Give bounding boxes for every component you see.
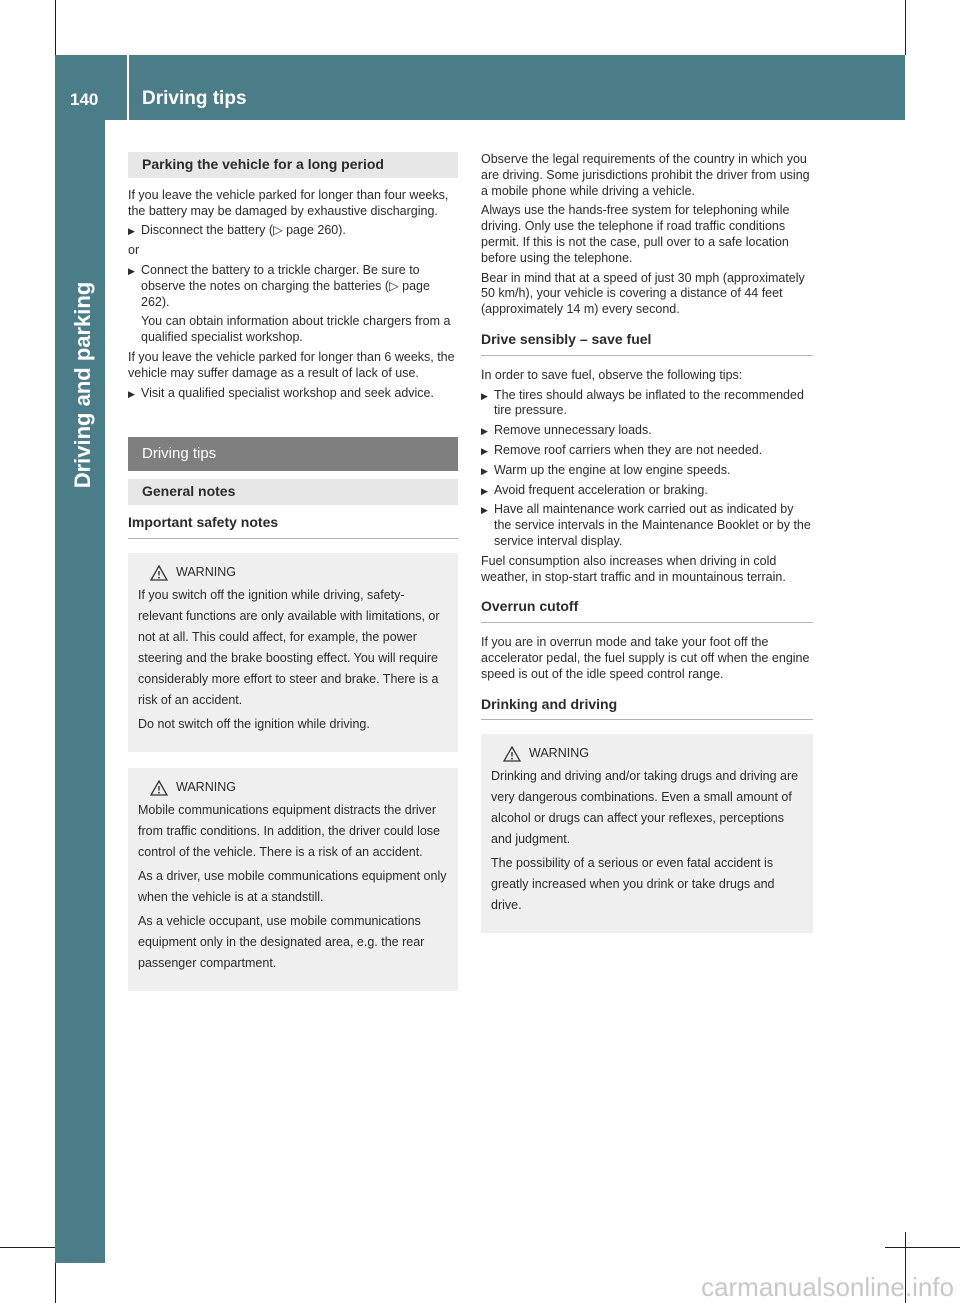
warning-triangle-icon — [150, 565, 168, 581]
paragraph: Bear in mind that at a speed of just 30 mph (approximately 50 km/h), your vehicle is covering a distance of 44 feet (approximately 14 m) every second. — [481, 270, 805, 317]
paragraph: Fuel consumption also increases when driving in cold weather, in stop-start traffic and in mountainous terrain. — [481, 553, 786, 584]
warning-box — [128, 768, 458, 991]
paragraph: or — [128, 243, 140, 258]
warning-title: WARNING — [491, 746, 803, 762]
warning-text: Mobile communications equipment distracts the driver from traffic conditions. In addition, the driver could lose control of the vehicle. There is a risk of an accident. — [138, 802, 441, 859]
paragraph: In order to save fuel, observe the following tips: — [481, 367, 743, 382]
paragraph: Observe the legal requirements of the country in which you are driving. Some jurisdictions prohibit the driver from using a mobile phone while driving a vehicle. — [481, 152, 810, 198]
list-item: ▶ Remove roof carriers when they are not needed. — [481, 442, 763, 457]
warning-triangle-icon — [150, 780, 168, 796]
paragraph: If you leave the vehicle parked for longer than 6 weeks, the vehicle may suffer damage as a result of lack of use. — [128, 349, 455, 380]
header-divider — [127, 55, 129, 120]
overrun-heading: Overrun cutoff — [481, 599, 813, 623]
list-item: ▶ Avoid frequent acceleration or braking. — [481, 482, 708, 497]
arrow-icon: ▶ — [481, 505, 488, 516]
bullet-note: You can obtain information about trickle chargers from a qualified specialist workshop. — [141, 314, 451, 345]
arrow-icon: ▶ — [481, 485, 488, 496]
warning-triangle-icon — [503, 746, 521, 762]
arrow-icon: ▶ — [481, 390, 488, 401]
crop-mark — [905, 0, 906, 55]
warning-title: WARNING — [138, 565, 448, 581]
left-column — [128, 152, 458, 1007]
paragraph: If you leave the vehicle parked for longer than four weeks, the battery may be damaged by exhaustive discharging. — [128, 187, 449, 218]
list-item: ▶ Have all maintenance work carried out as indicated by the service intervals in the Maintenance Booklet or by the service interval display. — [481, 502, 811, 548]
page-number: 140 — [70, 90, 99, 109]
list-item: ▶ Connect the battery to a trickle charger. Be sure to observe the notes on charging the batteries (▷ page 262). — [128, 262, 430, 309]
crop-mark — [55, 0, 56, 55]
page-title: Driving tips — [142, 88, 247, 109]
fuel-heading: Drive sensibly – save fuel — [481, 332, 813, 356]
right-column — [481, 152, 813, 949]
section-banner: Driving tips — [128, 437, 458, 471]
arrow-icon: ▶ — [128, 226, 135, 237]
list-item: ▶ Visit a qualified specialist workshop and seek advice. — [128, 385, 434, 400]
general-notes-heading: General notes — [128, 479, 458, 505]
warning-box — [481, 734, 813, 933]
watermark[interactable]: carmanualsonline.info — [701, 1272, 954, 1302]
arrow-icon: ▶ — [128, 388, 135, 399]
list-item: ▶ Warm up the engine at low engine speeds. — [481, 462, 731, 477]
warning-text: As a vehicle occupant, use mobile communications equipment only in the designated area, e.g. the rear passenger compartment. — [138, 913, 425, 970]
warning-title: WARNING — [138, 780, 448, 796]
warning-text: As a driver, use mobile communications equipment only when the vehicle is at a standstill. — [138, 868, 447, 904]
warning-text: Do not switch off the ignition while driving. — [138, 716, 370, 731]
side-tab-label: Driving and parking — [70, 281, 95, 489]
paragraph: If you are in overrun mode and take your foot off the accelerator pedal, the fuel supply is cut off when the engine speed is out of the idle speed control range. — [481, 635, 810, 681]
warning-text: The possibility of a serious or even fatal accident is greatly increased when you drink or take drugs and drive. — [491, 856, 775, 913]
list-item: ▶ Disconnect the battery (▷ page 260). — [128, 223, 346, 238]
arrow-icon: ▶ — [481, 445, 488, 456]
drinking-heading: Drinking and driving — [481, 697, 813, 721]
arrow-icon: ▶ — [481, 465, 488, 476]
arrow-icon: ▶ — [128, 265, 135, 276]
parking-heading: Parking the vehicle for a long period — [128, 152, 458, 178]
important-safety-heading: Important safety notes — [128, 515, 458, 539]
list-item: ▶ The tires should always be inflated to the recommended tire pressure. — [481, 387, 804, 418]
warning-text: If you switch off the ignition while driving, safety-relevant functions are only available with limitations, or not at all. This could affect, for example, the power steering and the brake boosting effect. You will require considerably more effort to steer and brake. There is a risk of an accident. — [138, 587, 440, 707]
paragraph: Always use the hands-free system for telephoning while driving. Only use the telephone if road traffic conditions permit. If this is not the case, pull over to a safe location before using the telephone. — [481, 203, 790, 265]
arrow-icon: ▶ — [481, 426, 488, 437]
list-item: ▶ Remove unnecessary loads. — [481, 423, 652, 438]
crop-mark — [885, 1247, 960, 1248]
warning-text: Drinking and driving and/or taking drugs and driving are very dangerous combinations. Even a small amount of alcohol or drugs can affect your reflexes, perceptions and judgment. — [491, 769, 799, 847]
warning-box — [128, 553, 458, 752]
